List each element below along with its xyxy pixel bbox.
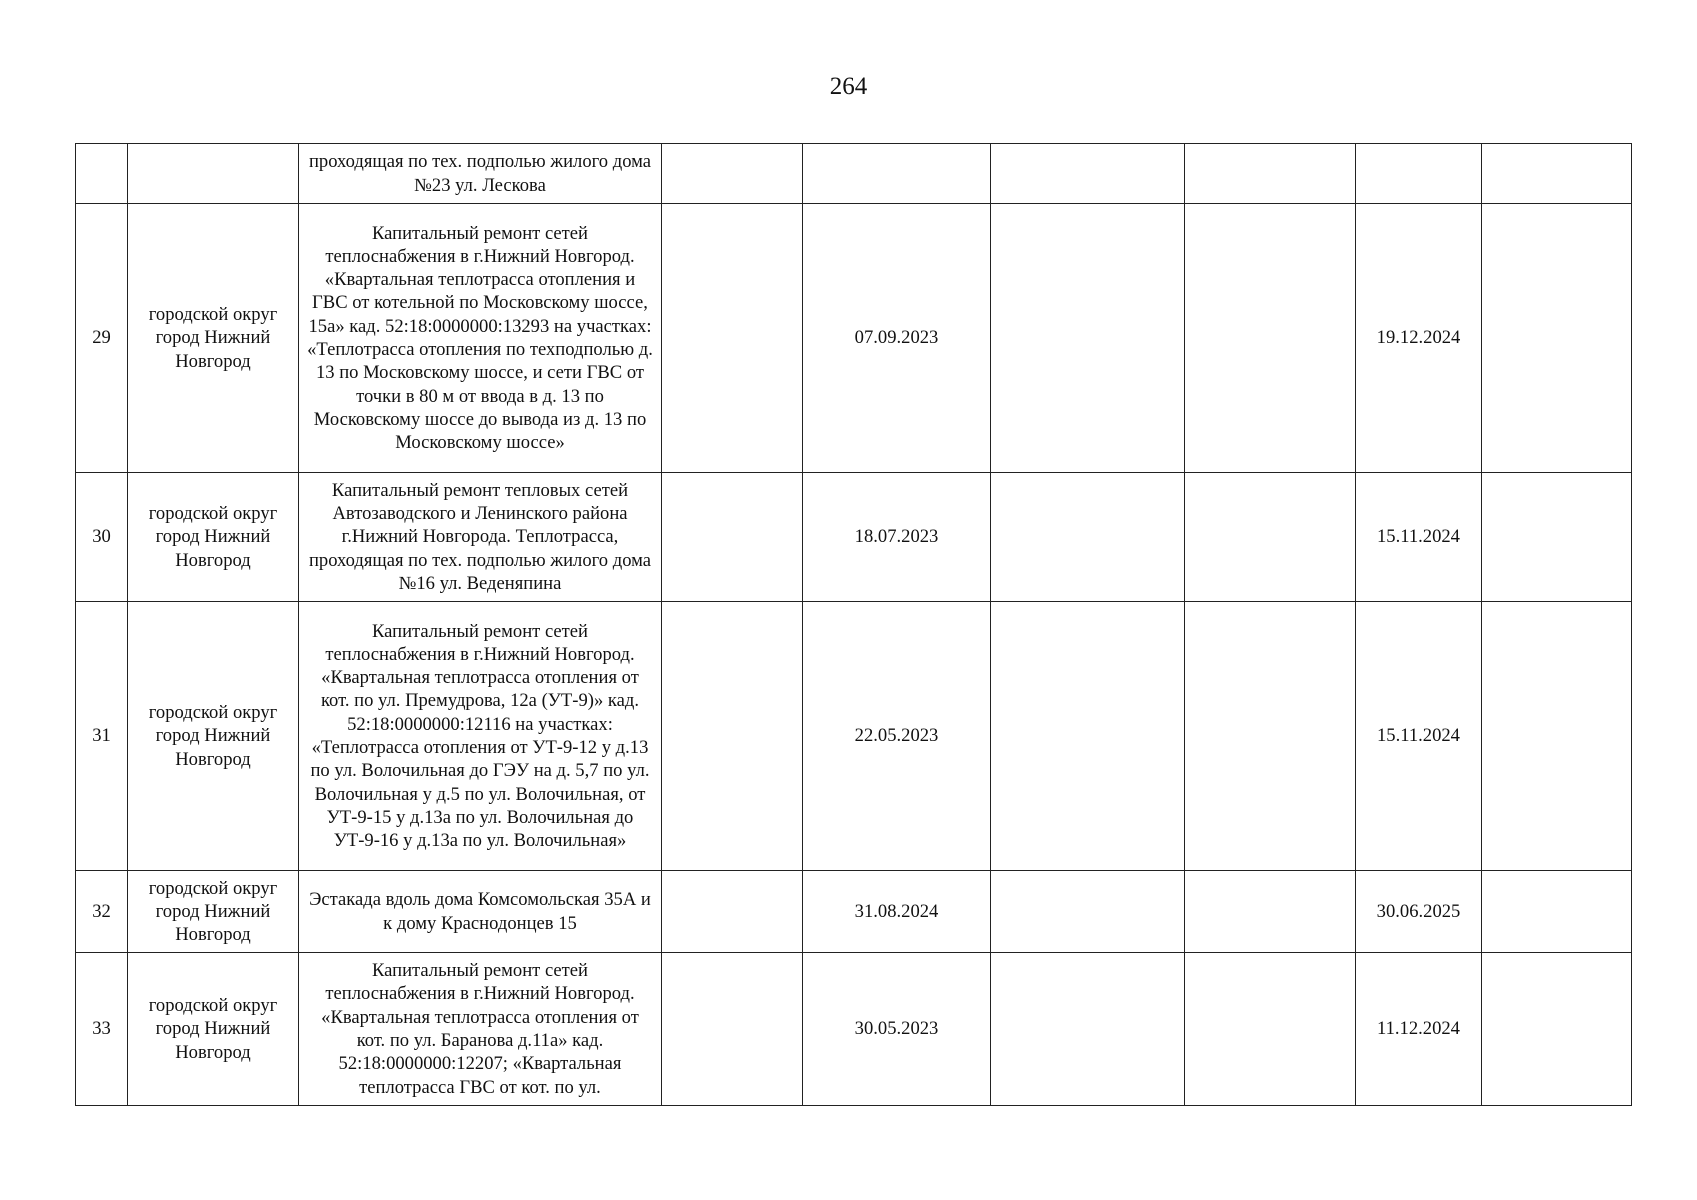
empty-cell [1185, 204, 1356, 473]
end-date-cell: 30.06.2025 [1356, 871, 1482, 953]
row-number-cell: 30 [76, 473, 128, 602]
empty-cell [662, 953, 803, 1106]
start-date-cell: 22.05.2023 [803, 602, 991, 871]
area-cell: городской округ город Нижний Новгород [128, 953, 299, 1106]
description-cell: Капитальный ремонт тепловых сетей Автозаводского и Ленинского района г.Нижний Новгорода. Теплотрасса, проходящая по тех. подполью жилого дома №16 ул. Веденяпина [299, 473, 662, 602]
empty-cell [991, 871, 1185, 953]
start-date-cell: 18.07.2023 [803, 473, 991, 602]
start-date-cell: 07.09.2023 [803, 204, 991, 473]
empty-cell [991, 473, 1185, 602]
end-date-cell: 19.12.2024 [1356, 204, 1482, 473]
empty-cell [662, 473, 803, 602]
table-row [76, 204, 1632, 473]
end-date-cell: 11.12.2024 [1356, 953, 1482, 1106]
row-number-cell: 29 [76, 204, 128, 473]
empty-cell [1482, 953, 1632, 1106]
description-cell: проходящая по тех. подполью жилого дома №23 ул. Лескова [299, 144, 662, 204]
empty-cell [991, 204, 1185, 473]
end-date-cell: 15.11.2024 [1356, 473, 1482, 602]
empty-cell [1482, 871, 1632, 953]
description-cell: Капитальный ремонт сетей теплоснабжения в г.Нижний Новгород. «Квартальная теплотрасса отопления от кот. по ул. Премудрова, 12а (УТ-9)» кад. 52:18:0000000:12116 на участках: «Теплотрасса отопления от УТ-9-12 у д.13 по ул. Волочильная до ГЭУ на д. 5,7 по ул. Волочильная у д.5 по ул. Волочильная, от УТ-9-15 у д.13а по ул. Волочильная до УТ-9-16 у д.13а по ул. Волочильная» [299, 602, 662, 871]
start-date-cell [803, 144, 991, 204]
table-row [76, 473, 1632, 602]
description-cell: Капитальный ремонт сетей теплоснабжения в г.Нижний Новгород. «Квартальная теплотрасса отопления и ГВС от котельной по Московскому шоссе, 15а» кад. 52:18:0000000:13293 на участках: «Теплотрасса отопления по техподполью д. 13 по Московскому шоссе, и сети ГВС от точки в 80 м от ввода в д. 13 по Московскому шоссе до вывода из д. 13 по Московскому шоссе» [299, 204, 662, 473]
row-number-cell [76, 144, 128, 204]
area-cell: городской округ город Нижний Новгород [128, 204, 299, 473]
area-cell: городской округ город Нижний Новгород [128, 602, 299, 871]
start-date-cell: 30.05.2023 [803, 953, 991, 1106]
area-cell: городской округ город Нижний Новгород [128, 473, 299, 602]
area-cell: городской округ город Нижний Новгород [128, 871, 299, 953]
row-number-cell: 32 [76, 871, 128, 953]
empty-cell [991, 953, 1185, 1106]
table-row [76, 144, 1632, 204]
empty-cell [662, 144, 803, 204]
empty-cell [1482, 602, 1632, 871]
empty-cell [662, 871, 803, 953]
table-row [76, 602, 1632, 871]
page-number: 264 [829, 73, 868, 100]
table-row [76, 871, 1632, 953]
table-row [76, 953, 1632, 1106]
end-date-cell [1356, 144, 1482, 204]
row-number-cell: 33 [76, 953, 128, 1106]
description-cell: Капитальный ремонт сетей теплоснабжения в г.Нижний Новгород. «Квартальная теплотрасса отопления от кот. по ул. Баранова д.11а» кад. 52:18:0000000:12207; «Квартальная теплотрасса ГВС от кот. по ул. [299, 953, 662, 1106]
empty-cell [1185, 602, 1356, 871]
empty-cell [662, 204, 803, 473]
empty-cell [1185, 473, 1356, 602]
start-date-cell: 31.08.2024 [803, 871, 991, 953]
description-cell: Эстакада вдоль дома Комсомольская 35А и к дому Краснодонцев 15 [299, 871, 662, 953]
area-cell [128, 144, 299, 204]
empty-cell [662, 602, 803, 871]
empty-cell [1185, 871, 1356, 953]
works-table [75, 143, 1632, 1106]
empty-cell [1482, 473, 1632, 602]
empty-cell [1482, 204, 1632, 473]
end-date-cell: 15.11.2024 [1356, 602, 1482, 871]
empty-cell [1185, 953, 1356, 1106]
empty-cell [991, 602, 1185, 871]
empty-cell [991, 144, 1185, 204]
row-number-cell: 31 [76, 602, 128, 871]
empty-cell [1482, 144, 1632, 204]
empty-cell [1185, 144, 1356, 204]
